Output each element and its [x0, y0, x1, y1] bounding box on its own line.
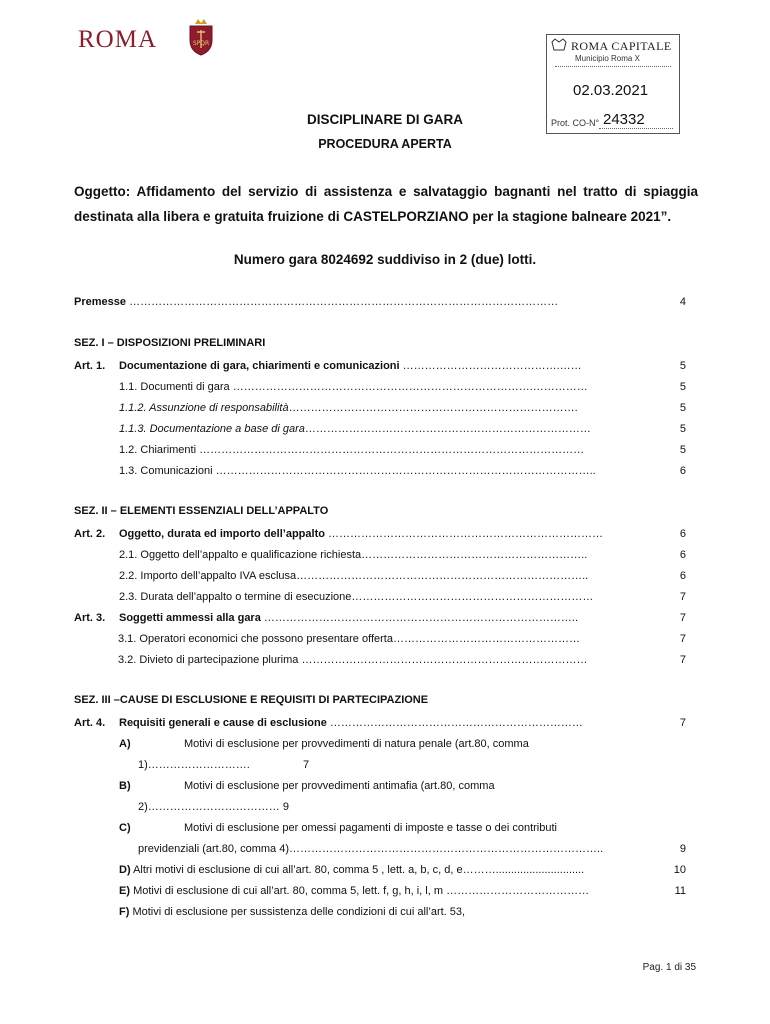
toc-page: 6 — [679, 528, 686, 540]
toc-row-c — [0, 819, 770, 837]
toc-row-a — [0, 735, 770, 753]
toc-label: 1.2. Chiarimenti — [119, 444, 197, 456]
toc-label: 1.1.2. Assunzione di responsabilità — [119, 402, 289, 414]
toc-label: Altri motivi di esclusione di cui all’art. 80, comma 5 , lett. a, b, c, d, e — [133, 864, 463, 876]
toc-art-number: Art. 3. — [74, 612, 106, 624]
stamp-municipality: Municipio Roma X — [575, 54, 640, 63]
toc-section-2: SEZ. II – ELEMENTI ESSENZIALI DELL’APPALTO — [74, 505, 329, 517]
toc-row-2-3 — [0, 588, 770, 606]
toc-row-art2 — [0, 525, 770, 543]
toc-dots: ………………………………………………………………………….. — [263, 612, 579, 624]
page-number: Pag. 1 di 35 — [642, 962, 696, 973]
toc-row-e — [0, 882, 770, 900]
toc-section-3: SEZ. III –CAUSE DI ESCLUSIONE E REQUISITI DI PARTECIPAZIONE — [74, 694, 429, 706]
toc-dots: ……………………………………………………………………. — [288, 402, 578, 414]
toc-row-2-1 — [0, 546, 770, 564]
toc-row-c-cont — [0, 840, 770, 858]
toc-page: 6 — [679, 465, 686, 477]
stamp-protocol-label: Prot. CO-N° — [551, 118, 600, 128]
subject-paragraph: Oggetto: Affidamento del servizio di assistenza e salvataggio bagnanti nel tratto di spiaggia destinata alla libera e gratuita fruizione di CASTELPORZIANO per la stagione balneare 2021”. — [74, 184, 698, 224]
toc-label: Motivi di esclusione per sussistenza delle condizioni di cui all’art. 53, — [132, 906, 466, 918]
toc-dots: ………………………………………………………………………………………….. — [215, 465, 596, 477]
toc-letter: C) — [119, 822, 131, 834]
toc-label: 2.1. Oggetto dell’appalto e qualificazione richiesta — [119, 549, 362, 561]
toc-row-premesse — [0, 293, 770, 311]
toc-dots: ………………………………………………………………… — [328, 528, 604, 540]
toc-dots: …………………………………………………………………… — [301, 654, 588, 666]
toc-dots: ………............................. — [462, 864, 585, 876]
toc-label: Motivi di esclusione di cui all’art. 80, comma 5, lett. f, g, h, i, l, m — [133, 885, 444, 897]
toc-letter: A) — [119, 738, 131, 750]
toc-dots: ………………………………………………………… — [351, 591, 594, 603]
toc-label: Motivi di esclusione per provvedimenti antimafia (art.80, comma — [184, 780, 495, 792]
toc-dots: …………………………………………………….. — [361, 549, 588, 561]
toc-label: Oggetto, durata ed importo dell’appalto — [119, 528, 325, 540]
toc-label: 2.3. Durata dell’appalto o termine di esecuzione — [119, 591, 352, 603]
toc-page: 7 — [679, 591, 686, 603]
toc-dots: ………………………………………………………………………….. — [289, 843, 604, 855]
toc-label: 3.1. Operatori economici che possono presentare offerta — [118, 633, 393, 645]
toc-dots: ……………………………………………………………………………………………………… — [129, 296, 559, 308]
toc-label: 1.1. Documenti di gara — [119, 381, 230, 393]
toc-row-b — [0, 777, 770, 795]
toc-label: Motivi di esclusione per omessi pagamenti di imposte e tasse o dei contributi — [184, 822, 557, 834]
toc-row-art3 — [0, 609, 770, 627]
toc-row-3-1 — [0, 630, 770, 648]
toc-page: 5 — [679, 423, 686, 435]
toc-page: 10 — [673, 864, 686, 876]
toc-row-1-1 — [0, 378, 770, 396]
toc-letter: F) — [119, 906, 130, 918]
toc-page: 6 — [679, 549, 686, 561]
stamp-divider — [555, 66, 671, 67]
toc-letter: B) — [119, 780, 131, 792]
stamp-protocol-number: 24332 — [603, 111, 645, 128]
toc-dots: …………………………………………… — [392, 633, 580, 645]
toc-label: 3.2. Divieto di partecipazione plurima — [118, 654, 299, 666]
toc-label: Soggetti ammessi alla gara — [119, 612, 261, 624]
stamp-date: 02.03.2021 — [573, 82, 649, 99]
toc-dots: ………………………………… — [446, 885, 590, 897]
toc-page: 7 — [679, 612, 686, 624]
toc-label: 2.2. Importo dell’appalto IVA esclusa — [119, 570, 297, 582]
toc-dots: …………………………………………………………………………………………… — [199, 444, 585, 456]
stamp-crest-icon — [551, 38, 567, 52]
toc-page: 11 — [674, 885, 686, 897]
toc-row-art1 — [0, 357, 770, 375]
toc-row-art4 — [0, 714, 770, 732]
toc-row-3-2 — [0, 651, 770, 669]
toc-page: 7 — [679, 633, 686, 645]
toc-page: 5 — [679, 444, 686, 456]
toc-label: Requisiti generali e cause di esclusione — [119, 717, 327, 729]
toc-row-1-2 — [0, 441, 770, 459]
toc-letter: E) — [119, 885, 130, 897]
document-subtitle: PROCEDURA APERTA — [318, 137, 452, 151]
toc-page: 9 — [679, 843, 686, 855]
toc-section-1: SEZ. I – DISPOSIZIONI PRELIMINARI — [74, 337, 266, 349]
toc-page: 6 — [679, 570, 686, 582]
toc-row-1-3 — [0, 462, 770, 480]
toc-row-1-1-3 — [0, 420, 770, 438]
toc-dots: …………………………………………………………………… — [304, 423, 591, 435]
toc-dots: …………………………………………………………………….. — [296, 570, 589, 582]
toc-label: Motivi di esclusione per provvedimenti di natura penale (art.80, comma — [184, 738, 529, 750]
toc-page: 7 — [679, 717, 686, 729]
toc-label: 1.1.3. Documentazione a base di gara — [119, 423, 305, 435]
stamp-protocol-line — [599, 128, 673, 129]
toc-row-2-2 — [0, 567, 770, 585]
toc-dots: ……………………………………………………………………….…………… — [232, 381, 588, 393]
tender-number: Numero gara 8024692 suddiviso in 2 (due) lotti. — [233, 252, 537, 267]
document-title: DISCIPLINARE DI GARA — [306, 112, 463, 127]
stamp-organization: ROMA CAPITALE — [571, 39, 672, 53]
toc-page: 7 — [303, 759, 310, 771]
toc-row-a-cont — [0, 756, 770, 774]
toc-page: 4 — [679, 296, 686, 308]
toc-row-b-cont — [0, 798, 770, 816]
toc-label: 1.3. Comunicazioni — [119, 465, 213, 477]
toc-page: 5 — [679, 360, 686, 372]
roma-crest-icon — [186, 18, 216, 56]
toc-continuation: previdenziali (art.80, comma 4) — [138, 843, 290, 855]
toc-art-number: Art. 4. — [74, 717, 106, 729]
toc-letter: D) — [119, 864, 131, 876]
toc-row-f — [0, 903, 770, 921]
toc-page: 7 — [679, 654, 686, 666]
svg-text:SPQR: SPQR — [192, 40, 210, 47]
roma-logo: ROMA — [78, 26, 158, 53]
toc-dots: …………………………………….…… — [402, 360, 582, 372]
toc-page: 5 — [679, 402, 686, 414]
toc-page: 5 — [679, 381, 686, 393]
toc-art-number: Art. 1. — [74, 360, 106, 372]
toc-row-1-1-2 — [0, 399, 770, 417]
toc-label: Documentazione di gara, chiarimenti e comunicazioni — [119, 360, 400, 372]
toc-label: Premesse — [74, 296, 126, 308]
toc-continuation: 2)……………………………… 9 — [138, 801, 289, 813]
toc-art-number: Art. 2. — [74, 528, 106, 540]
toc-row-d — [0, 861, 770, 879]
toc-dots: …………………………………………………………… — [329, 717, 583, 729]
toc-continuation: 1)………………………. — [138, 759, 250, 771]
